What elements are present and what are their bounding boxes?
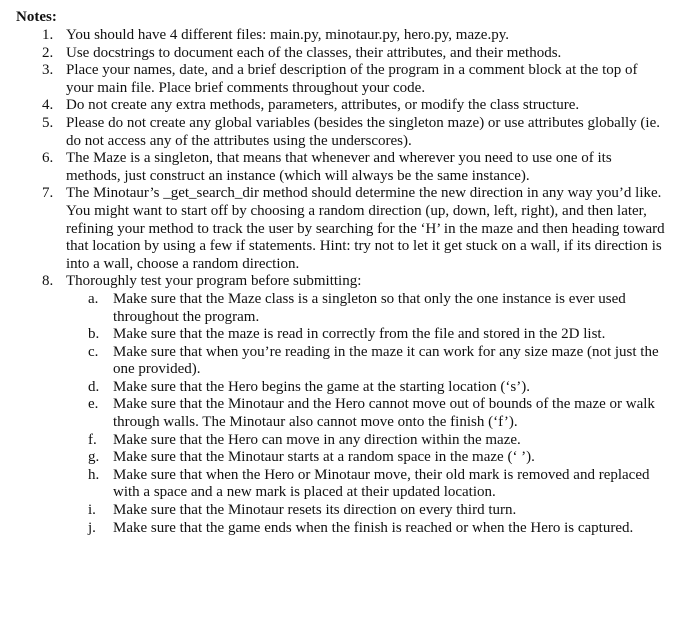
note-text: The Maze is a singleton, that means that whenever and wherever you need to use one of its methods, just construct an instance (which will always be the same instance).	[66, 150, 612, 184]
test-item-i	[66, 502, 666, 520]
note-item-3	[16, 62, 666, 97]
test-item-a	[66, 291, 666, 326]
test-text: Make sure that when the Hero or Minotaur move, their old mark is removed and replaced with a space and a new mark is placed at their updated location.	[113, 466, 650, 501]
note-number: 1.	[42, 27, 54, 43]
test-text: Make sure that the maze is read in correctly from the file and stored in the 2D list.	[113, 326, 606, 343]
note-text: Use docstrings to document each of the classes, their attributes, and their methods.	[66, 44, 562, 61]
note-number: 4.	[42, 97, 54, 114]
test-letter: b.	[88, 326, 100, 343]
test-letter: i.	[88, 502, 96, 519]
test-letter: j.	[88, 519, 96, 536]
test-item-b	[66, 326, 666, 344]
test-text: Make sure that the Minotaur and the Hero cannot move out of bounds of the maze or walk through walls. The Minotaur also cannot move onto the finish (‘f’).	[113, 396, 655, 431]
note-number: 5.	[42, 114, 54, 131]
test-item-f	[66, 432, 666, 450]
test-item-c	[66, 344, 666, 379]
test-letter: h.	[88, 466, 100, 483]
test-item-e	[66, 396, 666, 431]
test-item-j	[66, 520, 666, 538]
test-letter: c.	[88, 343, 99, 360]
test-item-d	[66, 379, 666, 397]
test-text: Make sure that the Maze class is a singleton so that only the one instance is ever used throughout the program.	[113, 290, 626, 325]
test-text: Make sure that the Hero begins the game at the starting location (‘s’).	[113, 378, 530, 395]
note-item-1	[16, 27, 666, 45]
note-item-7	[16, 185, 666, 273]
note-text: You should have 4 different files: main.py, minotaur.py, hero.py, maze.py.	[66, 27, 509, 43]
test-text: Make sure that the Minotaur starts at a random space in the maze (‘ ’).	[113, 449, 535, 466]
test-letter: g.	[88, 449, 100, 466]
test-text: Make sure that the Hero can move in any direction within the maze.	[113, 431, 521, 448]
notes-document	[16, 9, 666, 537]
test-letter: e.	[88, 396, 99, 413]
note-number: 6.	[42, 150, 54, 167]
notes-list	[16, 27, 666, 537]
note-item-4	[16, 97, 666, 115]
note-number: 7.	[42, 185, 54, 202]
test-letter: f.	[88, 431, 97, 448]
note-text: Thoroughly test your program before submitting:	[66, 273, 362, 290]
note-item-6	[16, 150, 666, 185]
note-text: The Minotaur’s _get_search_dir method should determine the new direction in any way you’d like. You might want to start off by choosing a random direction (up, down, left, right), and then later, refining your method to track the user by searching for the ‘H’ in the maze and then heading toward that location by using a few if statements. Hint: try not to let it get stuck on a wall, if its direction is into a wall, choose a random direction.	[66, 185, 665, 272]
note-text: Do not create any extra methods, parameters, attributes, or modify the class structure.	[66, 97, 580, 114]
note-number: 8.	[42, 273, 54, 290]
test-letter: d.	[88, 378, 100, 395]
test-checklist	[66, 291, 666, 537]
test-text: Make sure that the game ends when the finish is reached or when the Hero is captured.	[113, 519, 634, 536]
note-number: 3.	[42, 62, 54, 79]
test-text: Make sure that the Minotaur resets its direction on every third turn.	[113, 502, 517, 519]
note-text: Please do not create any global variables (besides the singleton maze) or use attributes globally (ie. do not access any of the attributes using the underscores).	[66, 114, 660, 149]
test-item-h	[66, 467, 666, 502]
note-item-2	[16, 45, 666, 63]
test-text: Make sure that when you’re reading in the maze it can work for any size maze (not just the one provided).	[113, 343, 659, 378]
note-text: Place your names, date, and a brief description of the program in a comment block at the top of your main file. Place brief comments throughout your code.	[66, 62, 638, 96]
note-item-5	[16, 115, 666, 150]
notes-heading: Notes:	[16, 9, 57, 25]
note-number: 2.	[42, 44, 54, 61]
test-letter: a.	[88, 290, 99, 307]
test-item-g	[66, 449, 666, 467]
note-item-8	[16, 273, 666, 537]
